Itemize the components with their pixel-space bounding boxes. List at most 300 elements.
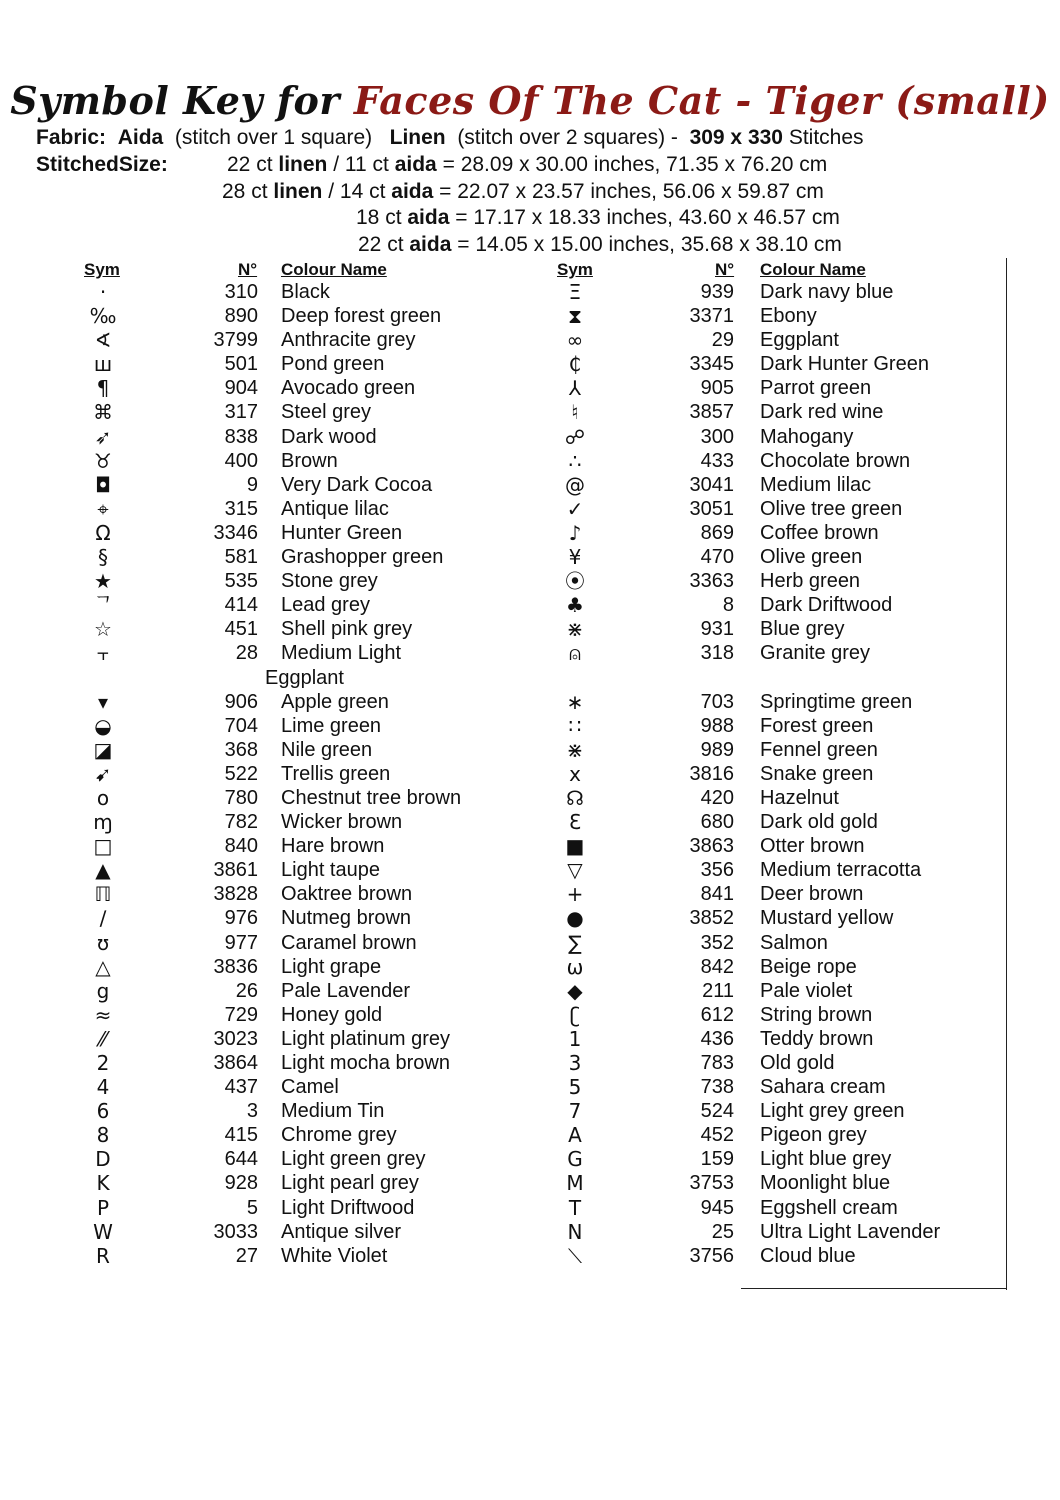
divider-horizontal: [741, 1288, 1007, 1289]
size-line-2: [222, 179, 824, 205]
color-name: Teddy brown: [760, 1027, 874, 1050]
color-number: 415: [224, 1124, 258, 1147]
symbol-glyph: 1: [568, 1026, 582, 1051]
symbol-glyph: 6: [96, 1099, 110, 1124]
color-number: 581: [224, 546, 258, 569]
key-row: [0, 834, 1000, 858]
color-number: 869: [700, 521, 734, 544]
title-prefix: Symbol Key for: [10, 78, 340, 123]
color-number: 3051: [689, 497, 734, 520]
symbol-glyph: ⍝: [569, 641, 581, 666]
symbol-glyph: ʊ: [96, 930, 110, 955]
color-number: 905: [700, 377, 734, 400]
color-number: 703: [700, 690, 734, 713]
symbol-glyph: ♮: [571, 400, 579, 425]
symbol-glyph: ★: [94, 569, 112, 594]
symbol-glyph: ∕: [99, 906, 107, 931]
size-fabric: linen: [273, 180, 323, 203]
color-number: 318: [700, 642, 734, 665]
color-number: 3799: [213, 329, 258, 352]
color-number: 8: [722, 594, 734, 617]
symbol-glyph: ∢: [94, 328, 112, 353]
color-number: 356: [700, 859, 734, 882]
size-dims: = 22.07 x 23.57 inches, 56.06 x 59.87 cm: [439, 180, 824, 203]
pattern-name: Faces Of The Cat - Tiger (small): [353, 78, 1050, 123]
key-row: [0, 1123, 1000, 1147]
color-number: 9: [246, 473, 258, 496]
color-number: 989: [700, 738, 734, 761]
color-name: Cloud blue: [760, 1244, 856, 1267]
color-name: Hare brown: [281, 835, 385, 858]
color-name: Pale Lavender: [281, 979, 410, 1002]
size-dims: = 14.05 x 15.00 inches, 35.68 x 38.10 cm: [457, 233, 842, 256]
symbol-glyph: ✓: [566, 496, 584, 521]
key-row: [0, 955, 1000, 979]
color-number: 414: [224, 594, 258, 617]
color-name: Eggshell cream: [760, 1196, 898, 1219]
color-number: 3345: [689, 353, 734, 376]
symbol-glyph: ɱ: [93, 810, 113, 835]
color-number: 890: [224, 305, 258, 328]
symbol-glyph: ⁄⁄: [99, 1026, 107, 1051]
color-number: 3861: [213, 859, 258, 882]
size-fabric: aida: [391, 180, 434, 203]
color-number: 3363: [689, 570, 734, 593]
symbol-glyph: ☆: [94, 617, 112, 642]
color-name: Stone grey: [281, 570, 378, 593]
symbol-glyph: ◆: [567, 978, 583, 1003]
color-name: Light taupe: [281, 859, 380, 882]
color-number: 368: [224, 738, 258, 761]
size-dims: = 17.17 x 18.33 inches, 43.60 x 46.57 cm: [455, 206, 840, 229]
color-number: 3852: [689, 907, 734, 930]
color-name: Shell pink grey: [281, 618, 413, 641]
color-name: Pond green: [281, 353, 385, 376]
color-number: 3816: [689, 762, 734, 785]
symbol-glyph: N: [567, 1219, 583, 1244]
color-name: Oaktree brown: [281, 883, 413, 906]
size-count: 22 ct: [227, 153, 273, 176]
color-name: Forest green: [760, 714, 874, 737]
symbol-glyph: ᄀ: [93, 593, 113, 618]
color-number: 27: [235, 1244, 258, 1267]
symbol-glyph: ●: [566, 906, 584, 931]
symbol-glyph: ⋇: [566, 737, 584, 762]
color-name: Blue grey: [760, 618, 845, 641]
size-dims: = 28.09 x 30.00 inches, 71.35 x 76.20 cm: [442, 153, 828, 176]
color-name: Snake green: [760, 762, 874, 785]
fabric-label: Fabric:: [36, 126, 107, 149]
symbol-glyph: ₵: [568, 352, 582, 377]
key-row: [0, 352, 1000, 376]
key-row: [0, 1171, 1000, 1195]
color-number: 3836: [213, 955, 258, 978]
key-row: [0, 521, 1000, 545]
color-name: Light Driftwood: [281, 1196, 415, 1219]
color-number: 838: [224, 425, 258, 448]
color-number: 317: [224, 401, 258, 424]
symbol-glyph: Ω: [95, 520, 111, 545]
color-number: 3033: [213, 1220, 258, 1243]
symbol-glyph: g: [96, 978, 110, 1003]
color-name: Dark Hunter Green: [760, 353, 929, 376]
color-number: 3753: [689, 1172, 734, 1195]
symbol-glyph: ¥: [568, 545, 582, 570]
color-number: 928: [224, 1172, 258, 1195]
color-name: Springtime green: [760, 690, 913, 713]
key-row: [0, 641, 1000, 665]
color-number: 3023: [213, 1027, 258, 1050]
color-name: Light grey green: [760, 1100, 905, 1123]
color-name: Caramel brown: [281, 931, 417, 954]
symbol-glyph: ∑: [568, 930, 582, 955]
stitch-count: 309 x 330: [689, 126, 783, 149]
key-row: [0, 738, 1000, 762]
color-number: 524: [700, 1100, 734, 1123]
color-name: Medium Light: [281, 642, 402, 665]
key-row: [0, 979, 1000, 1003]
color-name: Olive green: [760, 546, 863, 569]
color-name: Light green grey: [281, 1148, 426, 1171]
stitch-count-label: Stitches: [788, 126, 864, 149]
symbol-glyph: K: [96, 1171, 110, 1196]
color-number: 3371: [689, 305, 734, 328]
color-name: Otter brown: [760, 835, 865, 858]
color-name: Salmon: [760, 931, 828, 954]
key-row: [0, 497, 1000, 521]
symbol-glyph: △: [95, 954, 111, 979]
color-number: 159: [700, 1148, 734, 1171]
key-row: [0, 931, 1000, 955]
symbol-glyph: §: [98, 545, 108, 570]
color-number: 904: [224, 377, 258, 400]
symbol-glyph: +: [566, 882, 584, 907]
size-fabric: aida: [407, 206, 450, 229]
symbol-glyph: 3: [568, 1051, 582, 1075]
color-name: Dark navy blue: [760, 281, 894, 303]
color-number: 451: [224, 618, 258, 641]
size-count: 22 ct: [358, 233, 404, 256]
color-name: Chrome grey: [281, 1124, 397, 1147]
color-name: Deer brown: [760, 883, 864, 906]
symbol-glyph: ▾: [97, 689, 109, 714]
key-row: [0, 449, 1000, 473]
color-number: 3857: [689, 401, 734, 424]
symbol-glyph: ♪: [568, 520, 582, 545]
color-number: 906: [224, 690, 258, 713]
color-name: Nutmeg brown: [281, 907, 412, 930]
color-name: Black: [281, 281, 330, 303]
key-row: [0, 1075, 1000, 1099]
color-number: 842: [700, 955, 734, 978]
color-name: Fennel green: [760, 738, 878, 761]
color-name: Parrot green: [760, 377, 872, 400]
color-number: 25: [711, 1220, 734, 1243]
symbol-glyph: ≈: [94, 1002, 112, 1027]
color-name: Pigeon grey: [760, 1124, 867, 1147]
color-number: 3828: [213, 883, 258, 906]
color-name: Brown: [281, 449, 338, 472]
symbol-glyph: □: [93, 834, 113, 859]
symbol-glyph: ⌘: [93, 400, 113, 425]
key-row: [0, 376, 1000, 400]
symbol-glyph: 5: [568, 1075, 582, 1100]
color-name: Trellis green: [281, 762, 391, 785]
symbol-glyph: 2: [96, 1051, 110, 1075]
color-name: Eggplant: [265, 666, 344, 689]
color-number: 945: [700, 1196, 734, 1219]
symbol-glyph: Ɛ: [568, 810, 582, 835]
color-name: Herb green: [760, 570, 861, 593]
color-name: Pale violet: [760, 979, 853, 1002]
color-name: Dark Driftwood: [760, 594, 893, 617]
page-title: [0, 78, 1060, 123]
size-line-4: [358, 232, 842, 258]
stitched-size-label: StitchedSize:: [36, 153, 168, 176]
color-number: 3864: [213, 1052, 258, 1074]
color-name: Chestnut tree brown: [281, 786, 462, 809]
color-number: 988: [700, 714, 734, 737]
key-row: [0, 1196, 1000, 1220]
symbol-glyph: ♉: [94, 448, 112, 473]
symbol-glyph: ◘: [95, 472, 111, 497]
left-col-sym-header: Sym: [84, 260, 120, 279]
symbol-glyph: 4: [96, 1075, 110, 1100]
symbol-glyph: ‰: [89, 304, 117, 329]
color-number: 3041: [689, 473, 734, 496]
color-name: Antique lilac: [281, 497, 389, 520]
fabric-aida-note: (stitch over 1 square): [174, 126, 373, 149]
color-number: 780: [224, 786, 258, 809]
symbol-glyph: ш: [93, 352, 113, 377]
symbol-glyph: ♣: [566, 593, 584, 618]
symbol-glyph: ⫟: [96, 641, 110, 666]
color-number: 680: [700, 811, 734, 834]
symbol-glyph: x: [569, 761, 581, 786]
color-name: Coffee brown: [760, 521, 879, 544]
color-name: Wicker brown: [281, 811, 403, 834]
color-number: 3863: [689, 835, 734, 858]
fabric-line: [36, 125, 864, 151]
symbol-glyph: 8: [96, 1123, 110, 1148]
symbol-glyph: W: [93, 1219, 113, 1244]
symbol-glyph: ¶: [96, 376, 110, 401]
symbol-glyph: R: [96, 1243, 110, 1268]
key-row: [0, 569, 1000, 593]
symbol-glyph: A: [568, 1123, 582, 1148]
key-row: [0, 1244, 1000, 1268]
color-number: 644: [224, 1148, 258, 1171]
color-number: 840: [224, 835, 258, 858]
color-name: Olive tree green: [760, 497, 903, 520]
color-number: 433: [700, 449, 734, 472]
color-number: 437: [224, 1076, 258, 1099]
right-key-list: [0, 280, 1000, 1268]
size-fabric: linen: [278, 153, 328, 176]
color-name: Old gold: [760, 1052, 835, 1074]
color-name: Light platinum grey: [281, 1027, 450, 1050]
symbol-glyph: ℿ: [94, 882, 112, 907]
key-row: [0, 400, 1000, 424]
color-name: Hazelnut: [760, 786, 839, 809]
right-col-num-header: N°: [715, 260, 735, 279]
symbol-glyph: ⌖: [97, 496, 109, 521]
color-name: Moonlight blue: [760, 1172, 891, 1195]
key-row: [0, 545, 1000, 569]
color-name: Honey gold: [281, 1003, 383, 1026]
color-name: Dark old gold: [760, 811, 878, 834]
symbol-glyph: ☊: [566, 785, 584, 810]
key-row: [0, 906, 1000, 930]
color-number: 310: [224, 281, 258, 303]
symbol-glyph: ∴: [568, 448, 582, 473]
fabric-linen: Linen: [389, 126, 446, 149]
key-row: [0, 666, 1000, 690]
color-number: 976: [224, 907, 258, 930]
color-name: Anthracite grey: [281, 329, 416, 352]
color-number: 400: [224, 449, 258, 472]
color-name: Antique silver: [281, 1220, 402, 1243]
left-col-name-header: Colour Name: [281, 260, 387, 279]
color-name: Mahogany: [760, 425, 854, 448]
symbol-glyph: ⟍: [568, 1243, 582, 1268]
key-row: [0, 1099, 1000, 1123]
color-name: Hunter Green: [281, 521, 403, 544]
color-name: Steel grey: [281, 401, 372, 424]
color-name: Nile green: [281, 738, 373, 761]
fabric-linen-note: (stitch over 2 squares) -: [457, 126, 678, 149]
key-row: [0, 593, 1000, 617]
color-number: 729: [224, 1003, 258, 1026]
color-number: 300: [700, 425, 734, 448]
key-row: [0, 1051, 1000, 1075]
size-count: 28 ct: [222, 180, 268, 203]
color-number: 738: [700, 1076, 734, 1099]
color-name: Light grape: [281, 955, 382, 978]
color-name: Medium lilac: [760, 473, 872, 496]
color-name: Chocolate brown: [760, 449, 911, 472]
key-row: [0, 425, 1000, 449]
color-number: 3756: [689, 1244, 734, 1267]
size-line-3: [356, 205, 840, 231]
color-number: 29: [711, 329, 734, 352]
color-number: 501: [224, 353, 258, 376]
symbol-glyph: M: [566, 1171, 584, 1196]
color-name: Lime green: [281, 714, 382, 737]
color-number: 436: [700, 1027, 734, 1050]
color-number: 841: [700, 883, 734, 906]
key-row: [0, 762, 1000, 786]
color-number: 28: [235, 642, 258, 665]
color-name: Lead grey: [281, 594, 370, 617]
key-row: [0, 786, 1000, 810]
color-name: Medium terracotta: [760, 859, 922, 882]
color-number: 26: [235, 979, 258, 1002]
key-row: [0, 1003, 1000, 1027]
symbol-glyph: ⅄: [568, 376, 582, 401]
symbol-glyph: ⦿: [565, 569, 585, 594]
symbol-glyph: ⋇: [566, 617, 584, 642]
color-number: 420: [700, 786, 734, 809]
color-name: Sahara cream: [760, 1076, 886, 1099]
symbol-glyph: 7: [568, 1099, 582, 1124]
key-row: [0, 714, 1000, 738]
color-name: Dark wood: [281, 425, 377, 448]
color-name: Beige rope: [760, 955, 857, 978]
fabric-aida: Aida: [117, 126, 164, 149]
color-name: Deep forest green: [281, 305, 442, 328]
color-name: White Violet: [281, 1244, 388, 1267]
key-row: [0, 882, 1000, 906]
color-name: Granite grey: [760, 642, 871, 665]
color-number: 470: [700, 546, 734, 569]
symbol-glyph: Ξ: [568, 280, 582, 304]
color-number: 704: [224, 714, 258, 737]
key-row: [0, 304, 1000, 328]
symbol-glyph: G: [567, 1147, 583, 1172]
right-col-name-header: Colour Name: [760, 260, 866, 279]
color-number: 5: [246, 1196, 258, 1219]
symbol-glyph: ➶: [94, 424, 112, 449]
color-name: String brown: [760, 1003, 873, 1026]
symbol-glyph: ■: [565, 834, 585, 859]
color-number: 535: [224, 570, 258, 593]
key-row: [0, 617, 1000, 641]
color-number: 352: [700, 931, 734, 954]
left-col-num-header: N°: [238, 260, 258, 279]
symbol-glyph: ʗ: [569, 1002, 581, 1027]
symbol-glyph: ➹: [94, 761, 112, 786]
color-number: 783: [700, 1052, 734, 1074]
color-name: Grashopper green: [281, 546, 444, 569]
color-name: Light pearl grey: [281, 1172, 419, 1195]
color-number: 3346: [213, 521, 258, 544]
size-sep: / 14 ct: [328, 180, 386, 203]
symbol-glyph: ∗: [566, 689, 584, 714]
symbol-glyph: ◪: [93, 737, 113, 762]
symbol-glyph: ◒: [94, 713, 112, 738]
color-number: 3: [246, 1100, 258, 1123]
symbol-glyph: ⧗: [567, 304, 583, 329]
color-name: Dark red wine: [760, 401, 884, 424]
symbol-glyph: D: [95, 1147, 111, 1172]
color-number: 522: [224, 762, 258, 785]
color-name: Eggplant: [760, 329, 839, 352]
symbol-glyph: ·: [99, 280, 107, 304]
key-row: [0, 1027, 1000, 1051]
color-number: 782: [224, 811, 258, 834]
key-row: [0, 690, 1000, 714]
symbol-glyph: P: [96, 1195, 110, 1220]
color-number: 931: [700, 618, 734, 641]
color-name: Mustard yellow: [760, 907, 894, 930]
color-name: Light blue grey: [760, 1148, 892, 1171]
color-number: 211: [702, 979, 734, 1002]
key-row: [0, 858, 1000, 882]
symbol-glyph: ▲: [95, 858, 111, 883]
color-name: Ebony: [760, 305, 817, 328]
color-name: Ultra Light Lavender: [760, 1220, 941, 1243]
key-row: [0, 328, 1000, 352]
color-name: Apple green: [281, 690, 389, 713]
color-number: 612: [700, 1003, 734, 1026]
symbol-glyph: ∷: [568, 713, 582, 738]
symbol-glyph: ∞: [566, 328, 584, 353]
color-name: Light mocha brown: [281, 1052, 450, 1074]
key-row: [0, 473, 1000, 497]
symbol-glyph: T: [568, 1195, 582, 1220]
size-fabric: aida: [409, 233, 452, 256]
